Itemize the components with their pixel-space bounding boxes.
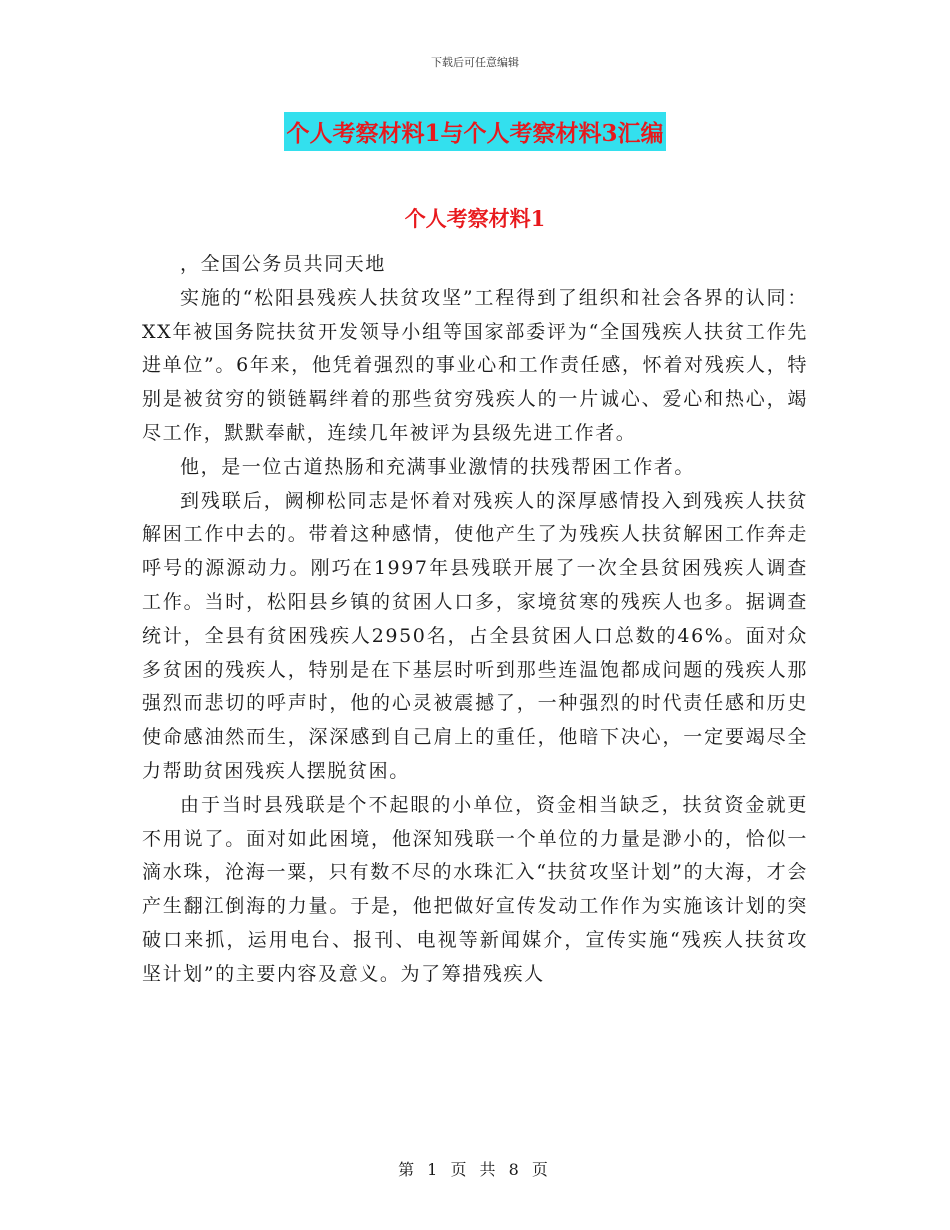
page-footer: 第 1 页 共 8 页 — [398, 1160, 552, 1179]
paragraph: 到残联后，阙柳松同志是怀着对残疾人的深厚感情投入到残疾人扶贫解困工作中去的。带着这种感情，使他产生了为残疾人扶贫解困工作奔走呼号的源源动力。刚巧在1997年县残联开展了一次全县贫困残疾人调查工作。当时，松阳县乡镇的贫困人口多，家境贫寒的残疾人也多。据调查统计，全县有贫困残疾人2950名，占全县贫困人口总数的46%。面对众多贫困的残疾人，特别是在下基层时听到那些连温饱都成问题的残疾人那强烈而悲切的呼声时，他的心灵被震撼了，一种强烈的时代责任感和历史使命感油然而生，深深感到自己肩上的重任，他暗下决心，一定要竭尽全力帮助贫困残疾人摆脱贫困。 — [142, 489, 808, 782]
body-text — [142, 222, 808, 992]
paragraph: ，全国公务员共同天地 — [180, 253, 387, 275]
paragraph: 实施的“松阳县残疾人扶贫攻坚”工程得到了组织和社会各界的认同：XX年被国务院扶贫开发领导小组等国家部委评为“全国残疾人扶贫工作先进单位”。6年来，他凭着强烈的事业心和工作责任感，怀着对残疾人，特别是被贫穷的锁链羁绊着的那些贫穷残疾人的一片诚心、爱心和热心，竭尽工作，默默奉献，连续几年被评为县级先进工作者。 — [142, 286, 808, 444]
doc-title-wrap — [0, 112, 950, 151]
paragraph: 由于当时县残联是个不起眼的小单位，资金相当缺乏，扶贫资金就更不用说了。面对如此困境，他深知残联一个单位的力量是渺小的，恰似一滴水珠，沧海一粟，只有数不尽的水珠汇入“扶贫攻坚计划”的大海，才会产生翻江倒海的力量。于是，他把做好宣传发动工作作为实施该计划的突破口来抓，运用电台、报刊、电视等新闻媒介，宣传实施“残疾人扶贫攻坚计划”的主要内容及意义。为了筹措残疾人 — [142, 793, 808, 985]
paragraph: 他，是一位古道热肠和充满事业激情的扶残帮困工作者。 — [180, 455, 696, 478]
header-note: 下载后可任意编辑 — [431, 56, 519, 69]
doc-title: 个人考察材料1与个人考察材料3汇编 — [284, 112, 665, 151]
section-title: 个人考察材料1 — [404, 206, 546, 231]
